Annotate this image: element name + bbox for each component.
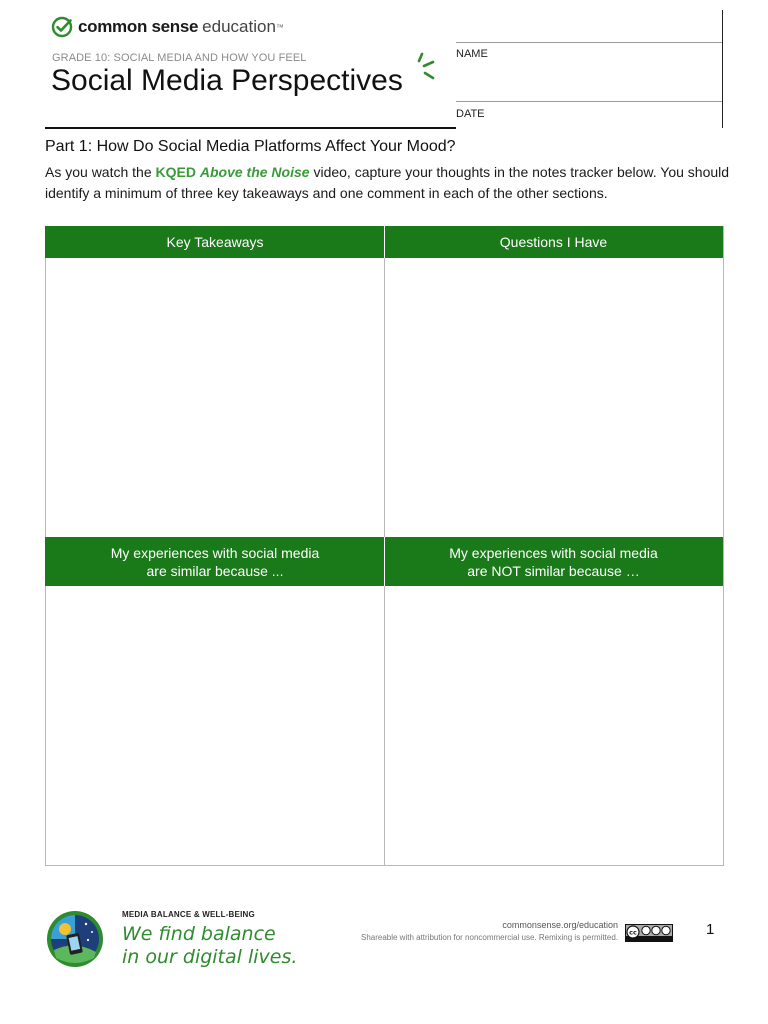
page-number: 1	[706, 921, 715, 938]
not-similar-experiences-header	[384, 537, 723, 586]
grade-label: GRADE 10: SOCIAL MEDIA AND HOW YOU FEEL	[52, 52, 307, 64]
date-field-label: DATE	[456, 108, 485, 120]
name-field-label: NAME	[456, 48, 488, 60]
key-takeaways-label: Key Takeaways	[166, 234, 264, 250]
similar-experiences-header	[45, 537, 385, 586]
brand-suffix: education	[202, 17, 276, 36]
similar-label-line2: are similar because ...	[146, 562, 284, 579]
instructions-paragraph	[45, 162, 735, 204]
key-takeaways-cell[interactable]	[45, 226, 385, 538]
balance-globe-icon	[46, 910, 104, 968]
common-sense-logo	[51, 14, 284, 40]
trademark: ™	[275, 22, 284, 32]
name-date-right-border	[722, 10, 723, 128]
checkmark-circle-icon	[51, 16, 73, 38]
header-separator-top	[384, 226, 385, 258]
part-heading: Part 1: How Do Social Media Platforms Affect Your Mood?	[45, 138, 456, 155]
similar-label-line1: My experiences with social media	[110, 544, 320, 561]
sparkle-icon	[416, 52, 438, 84]
brand-name: common sense	[78, 17, 199, 36]
footer-url[interactable]: commonsense.org/education	[502, 920, 618, 930]
creative-commons-icon	[625, 924, 673, 942]
questions-header	[384, 226, 723, 258]
header-separator-bottom	[384, 537, 385, 586]
questions-label: Questions I Have	[499, 234, 608, 250]
footer-license-text: Shareable with attribution for noncommercial use. Remixing is permitted.	[360, 933, 618, 942]
above-the-noise-link[interactable]: Above the Noise	[199, 164, 310, 180]
footer-tagline-line1: We find balance	[122, 923, 276, 945]
instructions-intro: As you watch the	[45, 164, 156, 180]
page-title: Social Media Perspectives	[51, 64, 403, 97]
similar-experiences-cell[interactable]	[45, 537, 385, 866]
key-takeaways-header	[45, 226, 385, 258]
name-date-divider	[456, 101, 723, 102]
title-divider	[45, 127, 456, 129]
not-similar-experiences-cell[interactable]	[384, 537, 724, 866]
instructions-rest: video, capture your thoughts in the notes tracker below. You should identify a minimum of three key takeaways and one comment in each of the other sections.	[45, 164, 730, 201]
name-line-top	[456, 42, 723, 43]
not-similar-label-line2: are NOT similar because …	[467, 562, 640, 579]
questions-cell[interactable]	[384, 226, 724, 538]
svg-text:cc: cc	[629, 928, 637, 937]
footer-tagline-line2: in our digital lives.	[122, 946, 298, 968]
not-similar-label-line1: My experiences with social media	[449, 544, 658, 561]
kqed-link[interactable]: KQED	[155, 164, 196, 180]
footer-category: MEDIA BALANCE & WELL-BEING	[122, 910, 255, 919]
